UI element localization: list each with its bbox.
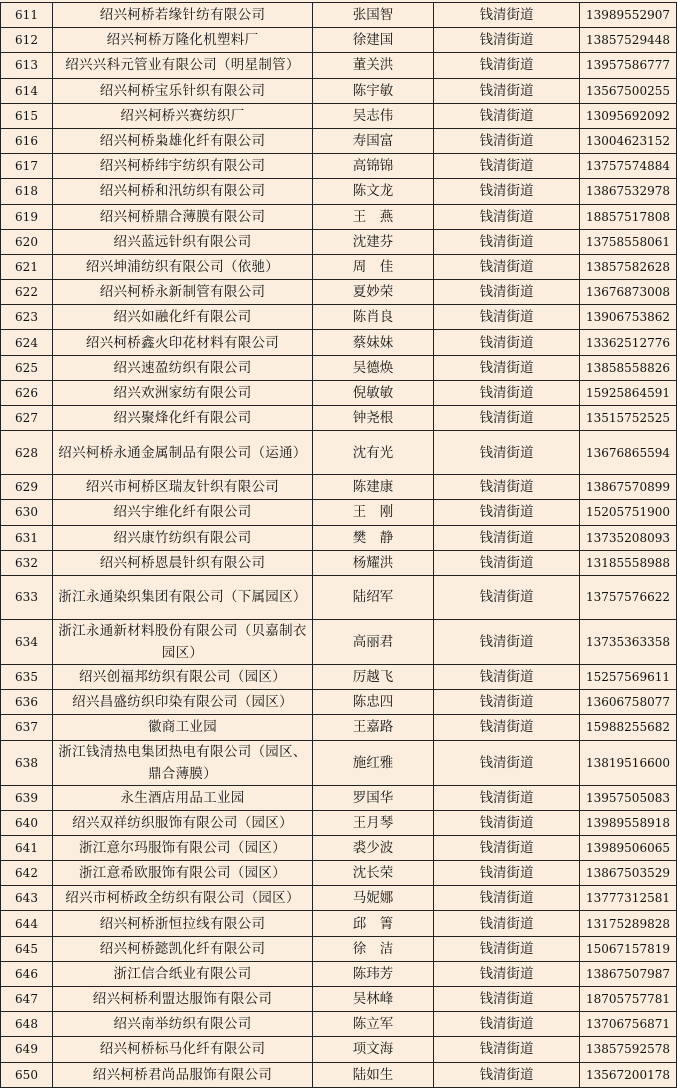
- row-number-cell: 649: [1, 1037, 53, 1062]
- street-cell: 钱清街道: [434, 355, 580, 380]
- phone-cell: 13676873008: [580, 280, 677, 305]
- street-cell: 钱清街道: [434, 229, 580, 254]
- phone-cell: 13989558918: [580, 810, 677, 835]
- company-name-cell: 绍兴双祥纺织服饰有限公司（园区）: [53, 810, 313, 835]
- table-row: [1, 1037, 677, 1062]
- phone-cell: 13957586777: [580, 53, 677, 78]
- company-name-cell: 绍兴柯桥宝乐针织有限公司: [53, 78, 313, 103]
- company-name-cell: 绍兴柯桥万隆化机塑料厂: [53, 28, 313, 53]
- company-name-cell: 绍兴南举纺织有限公司: [53, 1012, 313, 1037]
- phone-cell: 13957505083: [580, 785, 677, 810]
- contact-person-cell: 杨耀洪: [313, 550, 434, 575]
- contact-person-cell: 陈忠四: [313, 690, 434, 715]
- table-row: [1, 406, 677, 431]
- contact-person-cell: 寿国富: [313, 128, 434, 153]
- phone-cell: 13906753862: [580, 305, 677, 330]
- company-name-cell: 绍兴聚烽化纤有限公司: [53, 406, 313, 431]
- row-number-cell: 613: [1, 53, 53, 78]
- phone-cell: 13867532978: [580, 179, 677, 204]
- table-row: [1, 861, 677, 886]
- company-name-cell: 绍兴柯桥纬宇纺织有限公司: [53, 154, 313, 179]
- table-row: [1, 305, 677, 330]
- contact-person-cell: 厉越飞: [313, 664, 434, 689]
- phone-cell: 13567200178: [580, 1062, 677, 1087]
- company-name-cell: 绍兴欢洲家纺有限公司: [53, 380, 313, 405]
- phone-cell: 13757576622: [580, 575, 677, 619]
- contact-person-cell: 吴林峰: [313, 987, 434, 1012]
- street-cell: 钱清街道: [434, 475, 580, 500]
- phone-cell: 13515752525: [580, 406, 677, 431]
- table-row: [1, 204, 677, 229]
- contact-person-cell: 施红雅: [313, 740, 434, 785]
- table-row: [1, 987, 677, 1012]
- row-number-cell: 642: [1, 861, 53, 886]
- street-cell: 钱清街道: [434, 525, 580, 550]
- street-cell: 钱清街道: [434, 550, 580, 575]
- contact-person-cell: 沈长荣: [313, 861, 434, 886]
- company-name-cell: 浙江永通染织集团有限公司（下属园区）: [53, 575, 313, 619]
- street-cell: 钱清街道: [434, 664, 580, 689]
- table-row: [1, 78, 677, 103]
- table-row: [1, 690, 677, 715]
- table-row: [1, 330, 677, 355]
- table-row: [1, 835, 677, 860]
- company-name-cell: 绍兴康竹纺织有限公司: [53, 525, 313, 550]
- street-cell: 钱清街道: [434, 53, 580, 78]
- table-row: [1, 1062, 677, 1087]
- row-number-cell: 616: [1, 128, 53, 153]
- table-row: [1, 254, 677, 279]
- phone-cell: 13819516600: [580, 740, 677, 785]
- row-number-cell: 614: [1, 78, 53, 103]
- street-cell: 钱清街道: [434, 154, 580, 179]
- contact-person-cell: 陈肖良: [313, 305, 434, 330]
- contact-person-cell: 夏妙荣: [313, 280, 434, 305]
- contact-person-cell: 吴德焕: [313, 355, 434, 380]
- row-number-cell: 634: [1, 619, 53, 664]
- street-cell: 钱清街道: [434, 3, 580, 28]
- street-cell: 钱清街道: [434, 280, 580, 305]
- row-number-cell: 637: [1, 715, 53, 740]
- phone-cell: 13735363358: [580, 619, 677, 664]
- company-name-cell: 永生酒店用品工业园: [53, 785, 313, 810]
- table-row: [1, 619, 677, 664]
- phone-cell: 13777312581: [580, 886, 677, 911]
- row-number-cell: 633: [1, 575, 53, 619]
- phone-cell: 13857582628: [580, 254, 677, 279]
- company-name-cell: 绍兴柯桥君尚品服饰有限公司: [53, 1062, 313, 1087]
- table-row: [1, 550, 677, 575]
- contact-person-cell: 项文海: [313, 1037, 434, 1062]
- row-number-cell: 645: [1, 936, 53, 961]
- phone-cell: 15257569611: [580, 664, 677, 689]
- contact-person-cell: 王 刚: [313, 500, 434, 525]
- contact-person-cell: 陆绍军: [313, 575, 434, 619]
- row-number-cell: 647: [1, 987, 53, 1012]
- row-number-cell: 630: [1, 500, 53, 525]
- phone-cell: 13362512776: [580, 330, 677, 355]
- street-cell: 钱清街道: [434, 431, 580, 475]
- contact-person-cell: 吴志伟: [313, 103, 434, 128]
- company-name-cell: 徽商工业园: [53, 715, 313, 740]
- phone-cell: 13758558061: [580, 229, 677, 254]
- row-number-cell: 641: [1, 835, 53, 860]
- phone-cell: 15067157819: [580, 936, 677, 961]
- row-number-cell: 646: [1, 961, 53, 986]
- table-row: [1, 355, 677, 380]
- phone-cell: 13606758077: [580, 690, 677, 715]
- company-name-cell: 绍兴柯桥永新制管有限公司: [53, 280, 313, 305]
- street-cell: 钱清街道: [434, 619, 580, 664]
- company-name-cell: 绍兴宇维化纤有限公司: [53, 500, 313, 525]
- company-name-cell: 浙江意尔玛服饰有限公司（园区）: [53, 835, 313, 860]
- phone-cell: 13989552907: [580, 3, 677, 28]
- table-row: [1, 1012, 677, 1037]
- table-row: [1, 810, 677, 835]
- phone-cell: 13867570899: [580, 475, 677, 500]
- contact-person-cell: 陈立军: [313, 1012, 434, 1037]
- contact-person-cell: 邱 箐: [313, 911, 434, 936]
- table-row: [1, 103, 677, 128]
- company-name-cell: 绍兴市柯桥政全纺织有限公司（园区）: [53, 886, 313, 911]
- company-name-cell: 绍兴柯桥枭雄化纤有限公司: [53, 128, 313, 153]
- phone-cell: 13175289828: [580, 911, 677, 936]
- company-name-cell: 绍兴蓝远针织有限公司: [53, 229, 313, 254]
- phone-cell: 13857529448: [580, 28, 677, 53]
- row-number-cell: 620: [1, 229, 53, 254]
- contact-person-cell: 樊 静: [313, 525, 434, 550]
- street-cell: 钱清街道: [434, 835, 580, 860]
- company-name-cell: 绍兴速盈纺织有限公司: [53, 355, 313, 380]
- contact-person-cell: 陈玮芳: [313, 961, 434, 986]
- street-cell: 钱清街道: [434, 254, 580, 279]
- row-number-cell: 648: [1, 1012, 53, 1037]
- table-row: [1, 961, 677, 986]
- table-row: [1, 229, 677, 254]
- phone-cell: 18705757781: [580, 987, 677, 1012]
- contact-person-cell: 陈文龙: [313, 179, 434, 204]
- phone-cell: 13858558826: [580, 355, 677, 380]
- table-row: [1, 785, 677, 810]
- table-row: [1, 179, 677, 204]
- company-name-cell: 浙江信合纸业有限公司: [53, 961, 313, 986]
- contact-person-cell: 陆如生: [313, 1062, 434, 1087]
- row-number-cell: 621: [1, 254, 53, 279]
- street-cell: 钱清街道: [434, 861, 580, 886]
- table-row: [1, 53, 677, 78]
- table-row: [1, 28, 677, 53]
- row-number-cell: 632: [1, 550, 53, 575]
- street-cell: 钱清街道: [434, 690, 580, 715]
- contact-person-cell: 沈有光: [313, 431, 434, 475]
- street-cell: 钱清街道: [434, 785, 580, 810]
- street-cell: 钱清街道: [434, 1037, 580, 1062]
- contact-person-cell: 王嘉路: [313, 715, 434, 740]
- street-cell: 钱清街道: [434, 103, 580, 128]
- contact-person-cell: 罗国华: [313, 785, 434, 810]
- table-row: [1, 3, 677, 28]
- row-number-cell: 612: [1, 28, 53, 53]
- table-row: [1, 575, 677, 619]
- street-cell: 钱清街道: [434, 305, 580, 330]
- contact-person-cell: 徐建国: [313, 28, 434, 53]
- phone-cell: 13857592578: [580, 1037, 677, 1062]
- row-number-cell: 619: [1, 204, 53, 229]
- street-cell: 钱清街道: [434, 961, 580, 986]
- company-name-cell: 绍兴柯桥标马化纤有限公司: [53, 1037, 313, 1062]
- enterprise-contact-table: [0, 2, 677, 1088]
- row-number-cell: 617: [1, 154, 53, 179]
- table-body: [1, 3, 677, 1088]
- contact-person-cell: 周 佳: [313, 254, 434, 279]
- phone-cell: 13095692092: [580, 103, 677, 128]
- company-name-cell: 浙江钱清热电集团热电有限公司（园区、鼎合薄膜）: [53, 740, 313, 785]
- table-row: [1, 431, 677, 475]
- street-cell: 钱清街道: [434, 1062, 580, 1087]
- street-cell: 钱清街道: [434, 987, 580, 1012]
- contact-person-cell: 王 燕: [313, 204, 434, 229]
- row-number-cell: 611: [1, 3, 53, 28]
- row-number-cell: 623: [1, 305, 53, 330]
- row-number-cell: 628: [1, 431, 53, 475]
- table-row: [1, 886, 677, 911]
- phone-cell: 13867503529: [580, 861, 677, 886]
- row-number-cell: 615: [1, 103, 53, 128]
- contact-person-cell: 高锦锦: [313, 154, 434, 179]
- street-cell: 钱清街道: [434, 740, 580, 785]
- street-cell: 钱清街道: [434, 406, 580, 431]
- table-row: [1, 475, 677, 500]
- street-cell: 钱清街道: [434, 330, 580, 355]
- street-cell: 钱清街道: [434, 179, 580, 204]
- table-row: [1, 500, 677, 525]
- row-number-cell: 650: [1, 1062, 53, 1087]
- company-name-cell: 绍兴兴科元管业有限公司（明星制管）: [53, 53, 313, 78]
- street-cell: 钱清街道: [434, 1012, 580, 1037]
- street-cell: 钱清街道: [434, 936, 580, 961]
- street-cell: 钱清街道: [434, 886, 580, 911]
- contact-person-cell: 陈宇敏: [313, 78, 434, 103]
- row-number-cell: 638: [1, 740, 53, 785]
- company-name-cell: 绍兴柯桥和汛纺织有限公司: [53, 179, 313, 204]
- company-name-cell: 绍兴昌盛纺织印染有限公司（园区）: [53, 690, 313, 715]
- street-cell: 钱清街道: [434, 128, 580, 153]
- company-name-cell: 绍兴柯桥永通金属制品有限公司（运通）: [53, 431, 313, 475]
- phone-cell: 13735208093: [580, 525, 677, 550]
- company-name-cell: 绍兴坤浦纺织有限公司（依驰）: [53, 254, 313, 279]
- phone-cell: 13004623152: [580, 128, 677, 153]
- company-name-cell: 绍兴柯桥利盟达服饰有限公司: [53, 987, 313, 1012]
- table-row: [1, 715, 677, 740]
- street-cell: 钱清街道: [434, 380, 580, 405]
- company-name-cell: 绍兴柯桥鑫火印花材料有限公司: [53, 330, 313, 355]
- phone-cell: 15925864591: [580, 380, 677, 405]
- contact-person-cell: 钟尧根: [313, 406, 434, 431]
- phone-cell: 15988255682: [580, 715, 677, 740]
- company-name-cell: 绍兴柯桥恩晨针织有限公司: [53, 550, 313, 575]
- row-number-cell: 635: [1, 664, 53, 689]
- row-number-cell: 644: [1, 911, 53, 936]
- street-cell: 钱清街道: [434, 911, 580, 936]
- row-number-cell: 640: [1, 810, 53, 835]
- contact-person-cell: 徐 洁: [313, 936, 434, 961]
- company-name-cell: 绍兴市柯桥区瑞友针织有限公司: [53, 475, 313, 500]
- table-row: [1, 664, 677, 689]
- company-name-cell: 绍兴柯桥懿凯化纤有限公司: [53, 936, 313, 961]
- contact-person-cell: 马妮娜: [313, 886, 434, 911]
- phone-cell: 15205751900: [580, 500, 677, 525]
- company-name-cell: 绍兴柯桥浙恒拉线有限公司: [53, 911, 313, 936]
- row-number-cell: 636: [1, 690, 53, 715]
- phone-cell: 13867507987: [580, 961, 677, 986]
- phone-cell: 13676865594: [580, 431, 677, 475]
- table-row: [1, 154, 677, 179]
- table-row: [1, 128, 677, 153]
- contact-person-cell: 陈建康: [313, 475, 434, 500]
- row-number-cell: 626: [1, 380, 53, 405]
- phone-cell: 13989506065: [580, 835, 677, 860]
- row-number-cell: 618: [1, 179, 53, 204]
- row-number-cell: 622: [1, 280, 53, 305]
- company-name-cell: 绍兴创福邦纺织有限公司（园区）: [53, 664, 313, 689]
- table-row: [1, 280, 677, 305]
- street-cell: 钱清街道: [434, 715, 580, 740]
- street-cell: 钱清街道: [434, 78, 580, 103]
- row-number-cell: 631: [1, 525, 53, 550]
- table-row: [1, 740, 677, 785]
- company-name-cell: 绍兴柯桥兴赛纺织厂: [53, 103, 313, 128]
- contact-person-cell: 沈建芬: [313, 229, 434, 254]
- contact-person-cell: 张国智: [313, 3, 434, 28]
- contact-person-cell: 王月琴: [313, 810, 434, 835]
- phone-cell: 13567500255: [580, 78, 677, 103]
- street-cell: 钱清街道: [434, 204, 580, 229]
- table-row: [1, 911, 677, 936]
- street-cell: 钱清街道: [434, 500, 580, 525]
- row-number-cell: 643: [1, 886, 53, 911]
- row-number-cell: 625: [1, 355, 53, 380]
- phone-cell: 13185558988: [580, 550, 677, 575]
- row-number-cell: 624: [1, 330, 53, 355]
- company-name-cell: 浙江永通新材料股份有限公司（贝嘉制衣园区）: [53, 619, 313, 664]
- contact-person-cell: 裘少波: [313, 835, 434, 860]
- table-row: [1, 380, 677, 405]
- street-cell: 钱清街道: [434, 810, 580, 835]
- contact-person-cell: 蔡妹妹: [313, 330, 434, 355]
- street-cell: 钱清街道: [434, 575, 580, 619]
- company-name-cell: 绍兴柯桥若缘针纺有限公司: [53, 3, 313, 28]
- phone-cell: 13706756871: [580, 1012, 677, 1037]
- phone-cell: 13757574884: [580, 154, 677, 179]
- phone-cell: 18857517808: [580, 204, 677, 229]
- contact-person-cell: 倪敏敏: [313, 380, 434, 405]
- contact-person-cell: 高丽君: [313, 619, 434, 664]
- company-name-cell: 绍兴柯桥鼎合薄膜有限公司: [53, 204, 313, 229]
- table-row: [1, 936, 677, 961]
- street-cell: 钱清街道: [434, 28, 580, 53]
- row-number-cell: 629: [1, 475, 53, 500]
- contact-person-cell: 董关洪: [313, 53, 434, 78]
- table-row: [1, 525, 677, 550]
- company-name-cell: 绍兴如融化纤有限公司: [53, 305, 313, 330]
- row-number-cell: 627: [1, 406, 53, 431]
- company-name-cell: 浙江意希欧服饰有限公司（园区）: [53, 861, 313, 886]
- row-number-cell: 639: [1, 785, 53, 810]
